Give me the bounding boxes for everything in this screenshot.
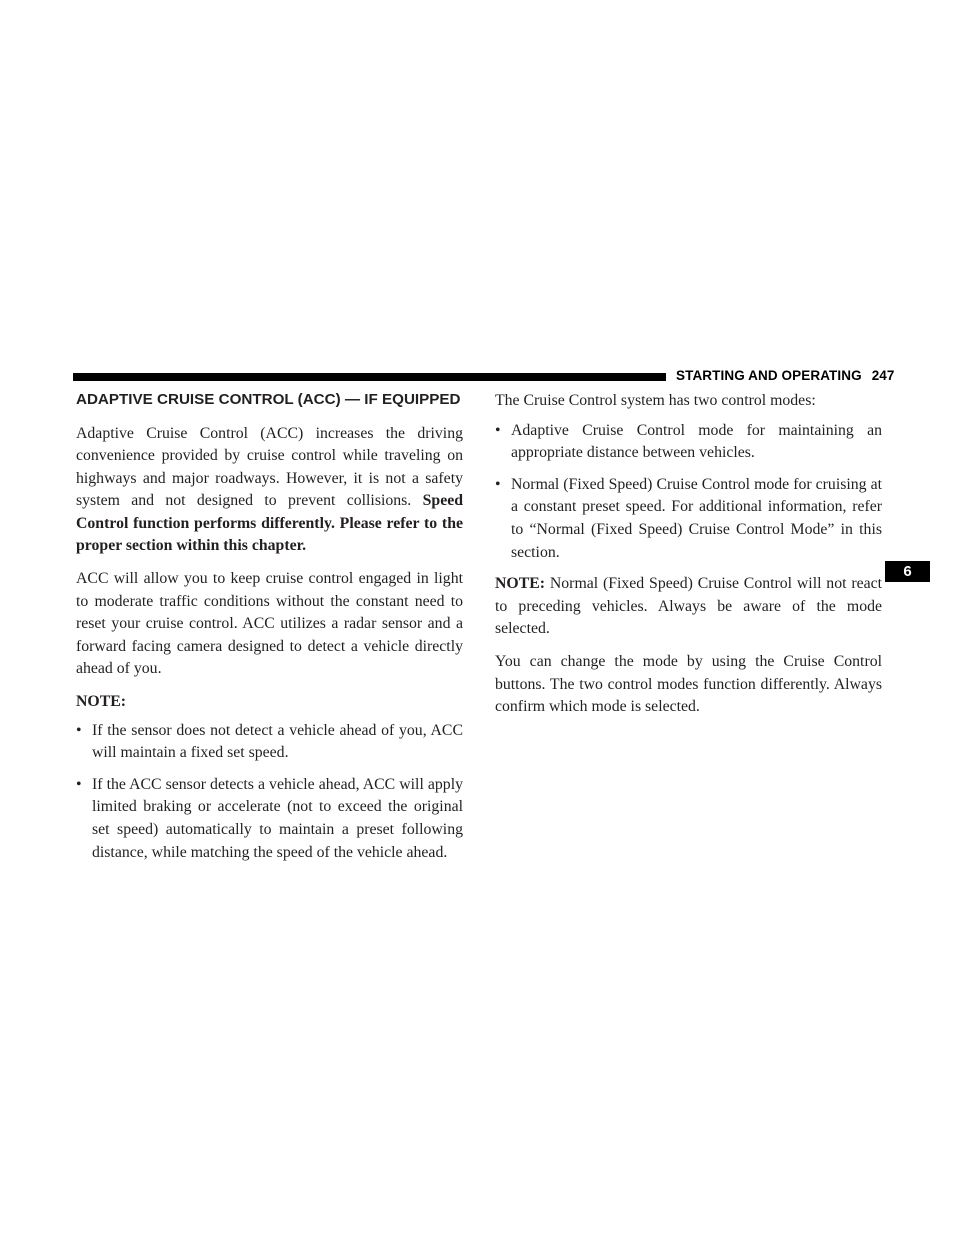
acc-paragraph: ACC will allow you to keep cruise control engaged in light to moderate traffic conditions without the constant need to reset your cruise control. ACC utilizes a radar sensor and a forward facing camera designed to detect a vehicle directly ahead of you. bbox=[76, 570, 463, 678]
list-item-text: Normal (Fixed Speed) Cruise Control mode for cruising at a constant preset speed. For additional information, refer to “Normal (Fixed Speed) Cruise Control Mode” in this section. bbox=[511, 475, 882, 561]
list-item-text: If the ACC sensor detects a vehicle ahead, ACC will apply limited braking or accelerate (not to exceed the original set speed) automatically to maintain a preset following distance, while matching the speed of the vehicle ahead. bbox=[92, 775, 463, 861]
modes-bullet-list bbox=[495, 420, 882, 565]
list-item-text: If the sensor does not detect a vehicle ahead of you, ACC will maintain a fixed set speed. bbox=[92, 721, 463, 762]
bullet-icon: • bbox=[495, 475, 501, 493]
section-name: STARTING AND OPERATING bbox=[676, 368, 862, 383]
bullet-icon: • bbox=[76, 775, 82, 793]
intro-paragraph bbox=[76, 423, 463, 559]
note-label: NOTE: bbox=[495, 575, 546, 593]
list-item bbox=[76, 774, 463, 864]
intro-bold-text: Speed Control function performs differently. Please refer to the proper section within this chapter. bbox=[76, 492, 464, 555]
list-item bbox=[495, 474, 882, 564]
note-bullet-list bbox=[76, 720, 463, 865]
running-header bbox=[676, 368, 895, 383]
mode-change-paragraph: You can change the mode by using the Cruise Control buttons. The two control modes function differently. Always confirm which mode is selected. bbox=[495, 652, 882, 716]
bullet-icon: • bbox=[76, 721, 82, 739]
header-rule bbox=[73, 373, 666, 381]
bullet-icon: • bbox=[495, 421, 501, 439]
right-column bbox=[495, 390, 882, 729]
page-number: 247 bbox=[871, 368, 895, 383]
list-item-text: Adaptive Cruise Control mode for maintaining an appropriate distance between vehicles. bbox=[511, 421, 882, 462]
note-text: Normal (Fixed Speed) Cruise Control will not react to preceding vehicles. Always be aware of the mode selected. bbox=[495, 575, 883, 638]
section-title: ADAPTIVE CRUISE CONTROL (ACC) — IF EQUIPPED bbox=[76, 391, 461, 408]
modes-intro: The Cruise Control system has two control modes: bbox=[495, 392, 816, 409]
intro-text: Adaptive Cruise Control (ACC) increases the driving convenience provided by cruise control while traveling on highways and major roadways. However, it is not a safety system and not designed to prevent collisions. bbox=[76, 424, 463, 510]
note-paragraph bbox=[495, 573, 882, 641]
note-label: NOTE: bbox=[76, 693, 127, 711]
list-item bbox=[495, 420, 882, 465]
left-column bbox=[76, 390, 463, 873]
chapter-tab: 6 bbox=[885, 561, 930, 582]
list-item bbox=[76, 720, 463, 765]
